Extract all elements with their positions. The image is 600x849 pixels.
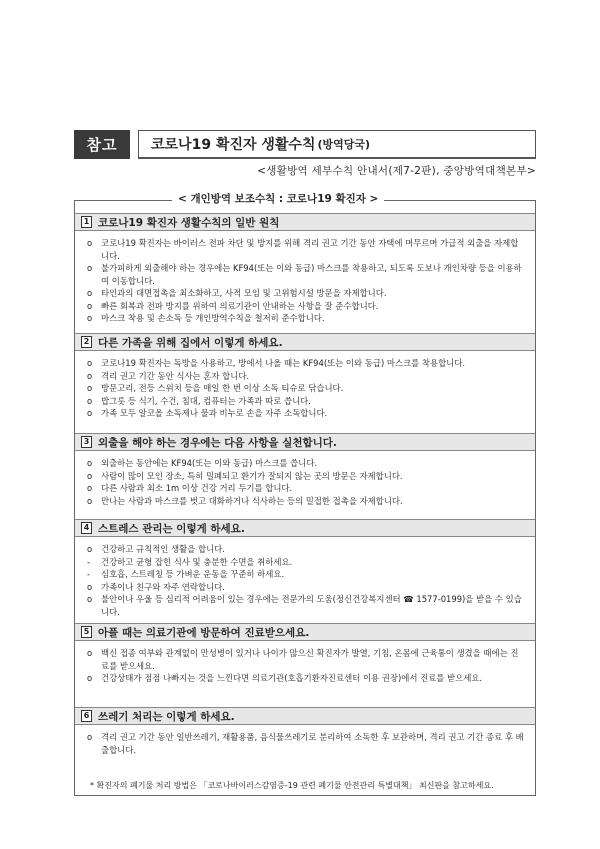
bullet: o [87,395,93,406]
title-box [138,130,536,159]
list-item [87,672,525,685]
bullet: o [87,408,93,418]
bullet: o [87,300,93,311]
bullet: - [87,569,91,579]
section-3 [75,433,535,507]
section-items [75,641,535,685]
item-text: 마스크 착용 및 손소독 등 개인방역수칙을 철저히 준수합니다. [101,313,325,323]
item-text: 코로나19 확진자는 독방을 사용하고, 방에서 나올 때는 KF94(또는 이와 동급) 마스크를 착용합니다. [101,358,466,368]
document-title: 코로나19 확진자 생활수칙 [151,137,316,153]
item-text: 건강상태가 점점 나빠지는 것을 느낀다면 의료기관(호흡기환자진료센터 이용 권장)에서 진료를 받으세요. [101,673,483,683]
section-1 [75,213,535,325]
section-items [75,725,535,756]
bullet: o [87,470,93,481]
section-title: 스트레스 관리는 이렇게 하세요. [98,522,245,535]
list-item [87,568,525,581]
bullet: o [87,370,93,381]
item-text: 가족 모두 알코올 소독제나 물과 비누로 손을 자주 소독합니다. [101,408,328,418]
item-text: 건강하고 규칙적인 생활을 합니다. [101,544,225,554]
item-text: 격리 권고 기간 동안 식사는 혼자 합니다. [101,370,250,381]
list-item [87,581,525,594]
section-heading [75,213,535,231]
list-item [87,300,525,313]
section-heading [75,623,535,641]
bullet: o [87,458,93,468]
list-item [87,262,525,287]
bullet: o [87,383,93,393]
item-text: 만나는 사람과 마스크를 벗고 대화하거나 식사하는 등의 밀접한 접촉을 자제합니다. [101,495,403,506]
list-item [87,237,525,262]
item-text: 코로나19 확진자는 바이러스 전파 차단 및 방지를 위해 격리 권고 기간 동안 자택에 머무르며 가급적 외출을 자제합니다. [101,238,519,261]
section-number: 4 [81,522,92,534]
list-item [87,395,525,408]
section-6 [75,707,535,756]
list-item [87,457,525,470]
section-title: 쓰레기 처리는 이렇게 하세요. [98,710,235,723]
bullet: o [87,288,93,298]
content-frame [74,200,536,796]
section-number: 5 [81,626,92,638]
item-text: 외출하는 동안에는 KF94(또는 이와 동급) 마스크를 씁니다. [101,458,318,468]
bullet: o [87,648,93,658]
section-heading [75,433,535,451]
footnote: * 확진자의 폐기물 처리 방법은 「코로나바이러스감염증-19 관련 폐기물 안전관리 특별대책」 최신판을 참고하세요. [90,781,494,790]
item-text: 방문고리, 전등 스위치 등을 매일 한 번 이상 소독 티슈로 닦습니다. [101,383,344,393]
list-item [87,482,525,495]
bullet: o [87,495,93,506]
bullet: o [87,313,93,323]
item-text: 빠른 회복과 전파 방지를 위하여 의료기관이 안내하는 사항을 잘 준수합니다. [101,300,379,311]
bullet: o [87,594,93,604]
bullet: o [87,263,93,273]
list-item [87,357,525,370]
section-2 [75,333,535,420]
bullet: o [87,238,93,248]
section-title: 외출을 해야 하는 경우에는 다음 사항을 실천합니다. [98,436,337,449]
item-text: 격리 권고 기간 동안 일반쓰레기, 재활용품, 음식물쓰레기로 분리하여 소독한 후 보관하며, 격리 권고 기간 종료 후 배출합니다. [101,732,524,755]
list-item [87,370,525,383]
bullet: o [87,581,93,592]
section-items [75,451,535,507]
bullet: - [87,556,91,567]
list-item [87,495,525,508]
list-item [87,731,525,756]
list-item [87,647,525,672]
bullet: o [87,673,93,683]
list-item [87,543,525,556]
section-items [75,231,535,325]
list-item [87,407,525,420]
section-heading [75,333,535,351]
list-item [87,593,525,618]
section-title: 아플 때는 의료기관에 방문하여 진료받으세요. [98,626,310,639]
document-header [74,130,536,159]
item-text: 사람이 많이 모인 장소, 특히 밀폐되고 환기가 잘되지 않는 곳의 방문은 자제합니다. [101,470,403,481]
item-text: 밥그릇 등 식기, 수건, 침대, 컴퓨터는 가족과 따로 씁니다. [101,395,311,406]
list-item [87,312,525,325]
section-items [75,537,535,618]
section-heading [75,519,535,537]
section-5 [75,623,535,685]
item-text: 다른 사람과 최소 1m 이상 건강 거리 두기를 합니다. [101,483,293,493]
document-title-suffix: (방역당국) [317,138,371,151]
bullet: o [87,732,93,742]
section-number: 6 [81,710,92,722]
item-text: 불안이나 우울 등 심리적 어려움이 있는 경우에는 전문가의 도움(정신건강복지센터 ☎ 1577-0199)을 받을 수 있습니다. [101,594,522,617]
section-4 [75,519,535,618]
item-text: 건강하고 균형 잡힌 식사 및 충분한 수면을 취하세요. [101,556,293,567]
item-text: 심호흡, 스트레칭 등 가벼운 운동을 꾸준히 하세요. [101,569,285,579]
section-items [75,351,535,420]
list-item [87,470,525,483]
list-item [87,382,525,395]
section-number: 3 [81,436,92,448]
item-text: 불가피하게 외출해야 하는 경우에는 KF94(또는 이와 동급) 마스크를 착용하고, 되도록 도보나 개인차량 등을 이용하여 이동합니다. [101,263,522,286]
section-title: 코로나19 확진자 생활수칙의 일반 원칙 [98,216,280,229]
document-subheading: <생활방역 세부수칙 안내서(제7-2판), 중앙방역대책본부> [257,165,536,177]
reference-tag: 참고 [74,130,130,159]
item-text: 타인과의 대면접촉을 최소화하고, 사적 모임 및 고위험시설 방문을 자제합니다. [101,288,387,298]
section-number: 2 [81,336,92,348]
item-text: 가족이나 친구와 자주 연락합니다. [101,581,225,592]
bullet: o [87,358,93,368]
section-number: 1 [81,216,92,228]
bullet: o [87,544,93,554]
item-text: 백신 접종 여부와 관계없이 만성병이 있거나 나이가 많으신 확진자가 발열, 기침, 온몸에 근육통이 생겼을 때에는 진료를 받으세요. [101,648,519,671]
frame-caption: < 개인방역 보조수칙 : 코로나19 확진자 > [172,191,384,206]
bullet: o [87,483,93,493]
list-item [87,287,525,300]
list-item [87,556,525,569]
section-title: 다른 가족을 위해 집에서 이렇게 하세요. [98,336,283,349]
section-heading [75,707,535,725]
